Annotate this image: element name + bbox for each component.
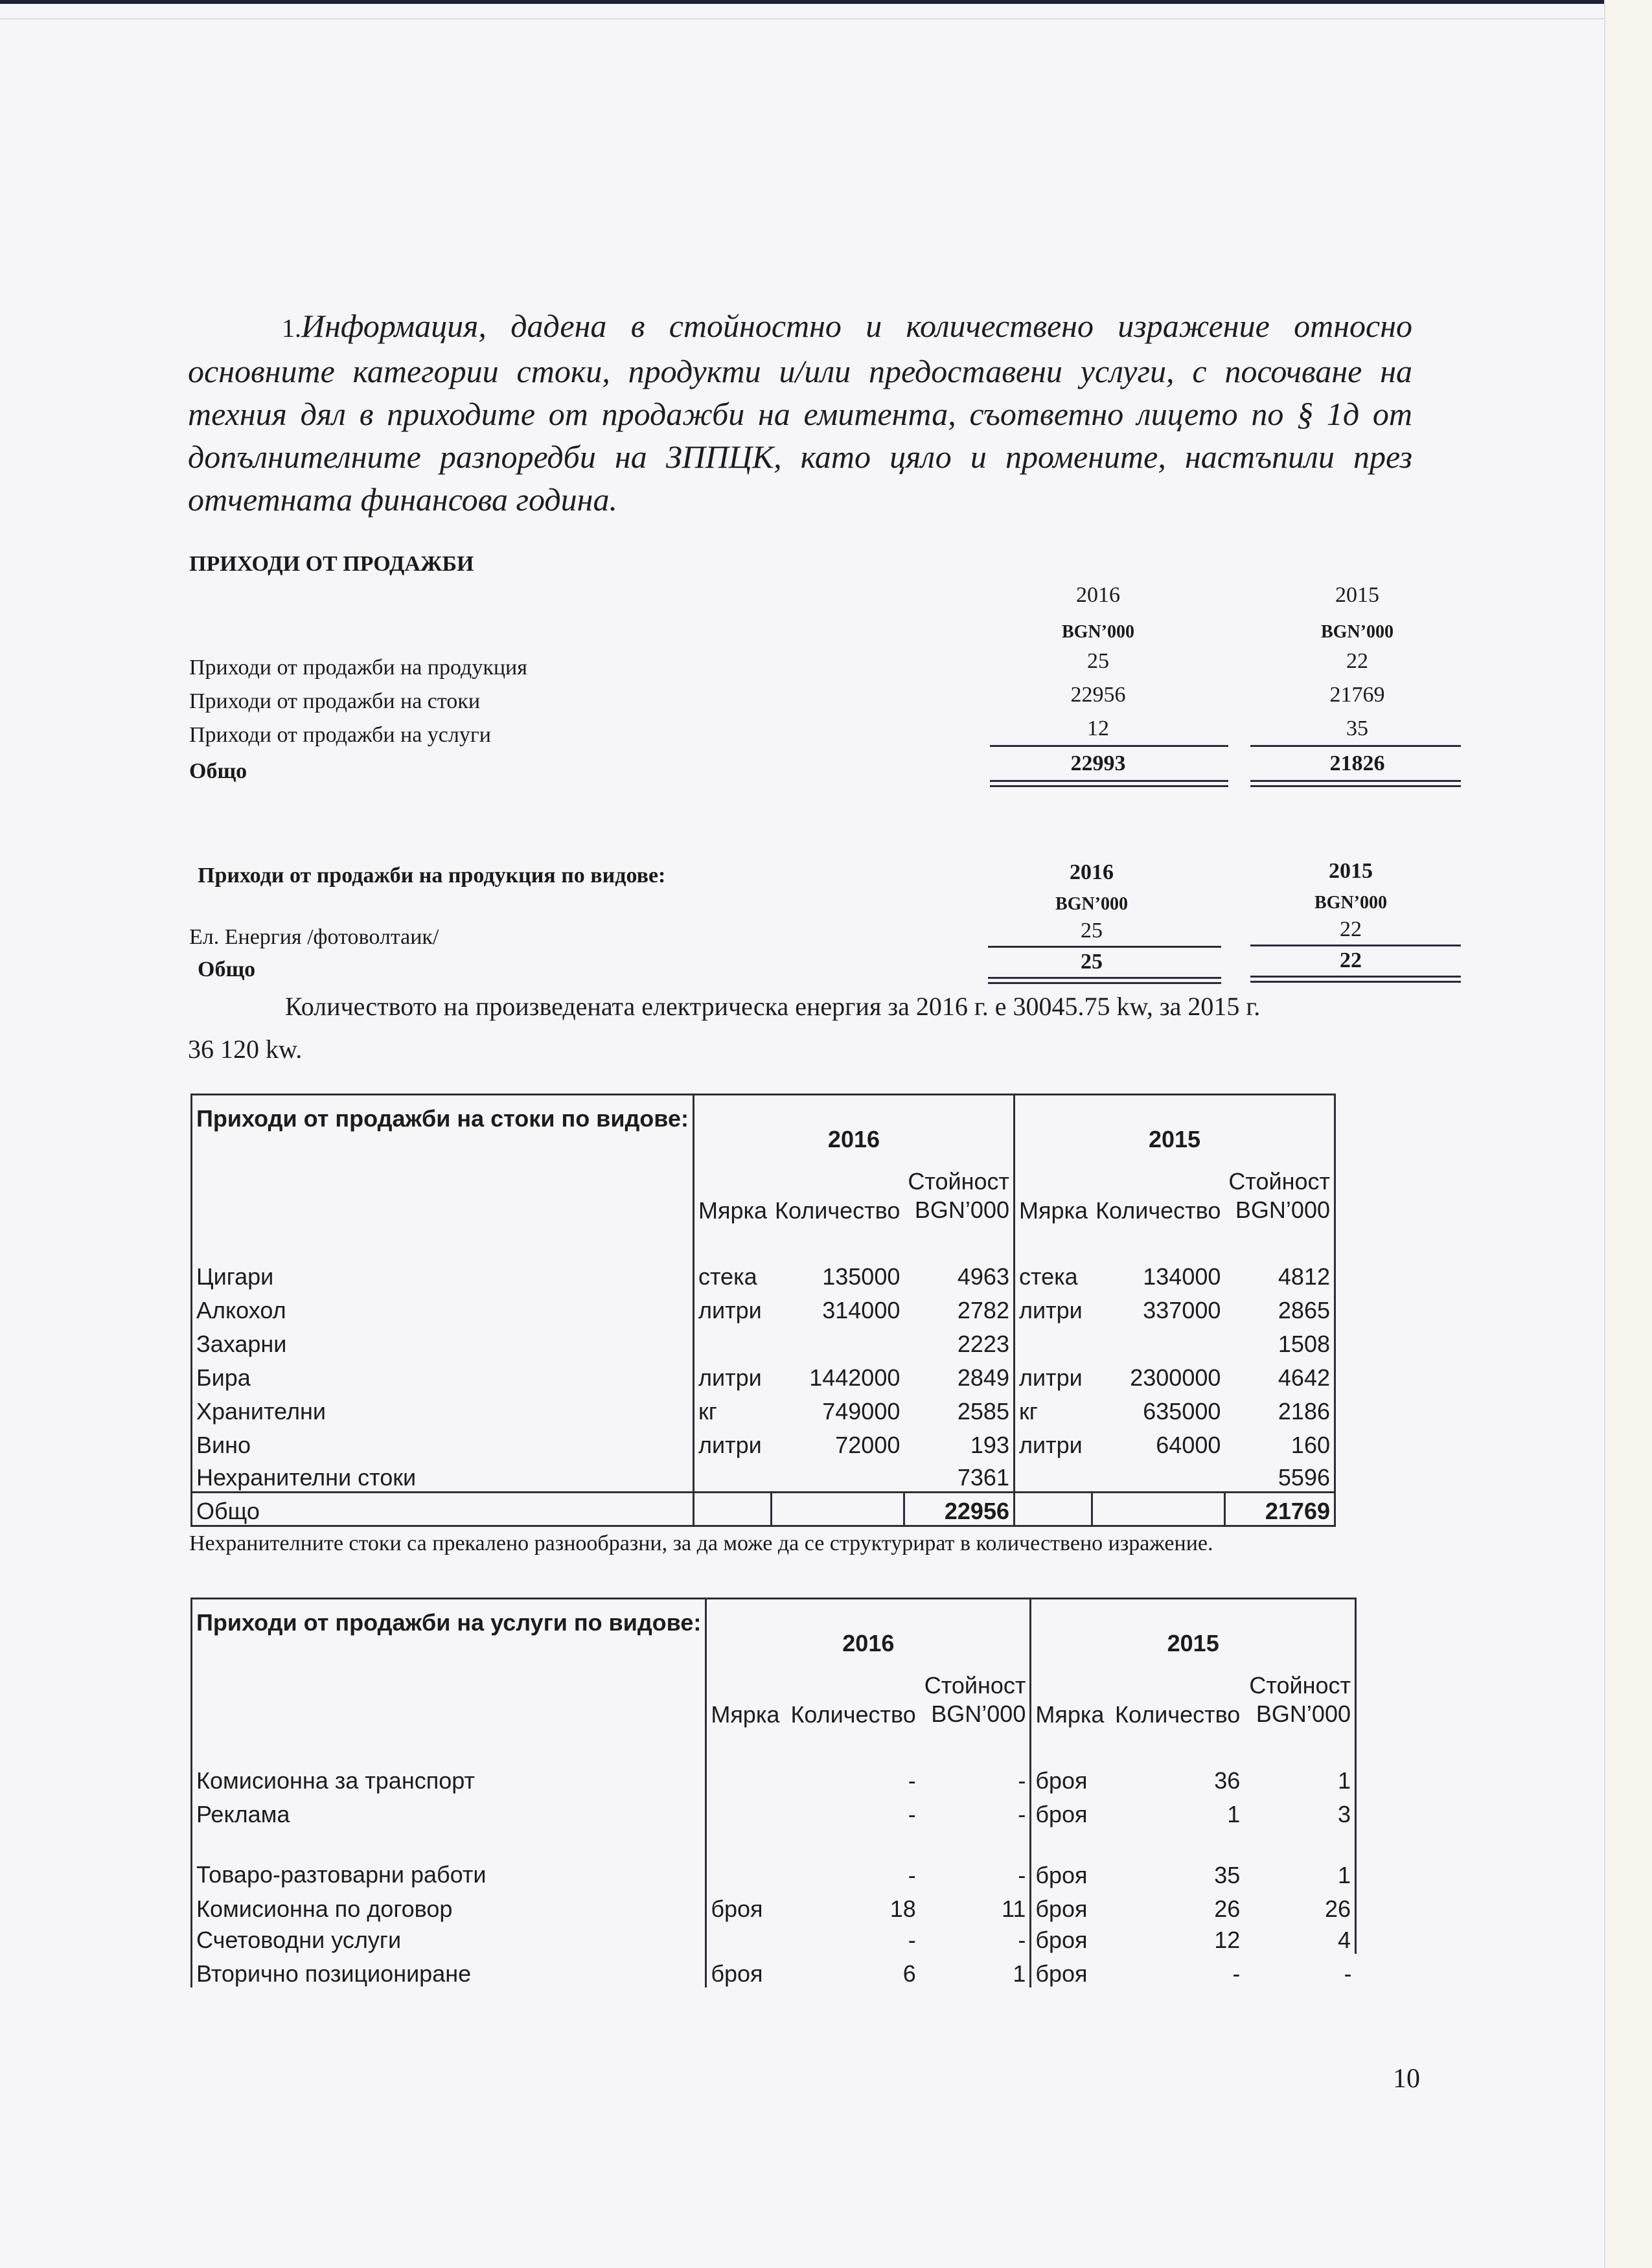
goods-quantity bbox=[771, 1324, 904, 1358]
goods-value: 4642 bbox=[1224, 1358, 1335, 1392]
production-total-2016: 25 bbox=[1081, 950, 1103, 974]
goods-measure: литри bbox=[698, 1296, 762, 1323]
production-year-2016: 2016 bbox=[1070, 860, 1114, 884]
goods-value: 193 bbox=[970, 1431, 1009, 1458]
service-measure: броя bbox=[1031, 1923, 1110, 1954]
table-row bbox=[192, 1794, 1356, 1828]
table-row bbox=[192, 1828, 1356, 1889]
service-value: - bbox=[1018, 1926, 1026, 1953]
goods-col-measure-2015: Мярка bbox=[1014, 1153, 1092, 1231]
goods-measure: литри bbox=[1014, 1425, 1092, 1459]
services-col-value-2015: Стойност BGN’000 bbox=[1244, 1657, 1355, 1735]
goods-measure: литри bbox=[698, 1431, 762, 1458]
table-row bbox=[192, 1290, 1335, 1324]
service-quantity: - bbox=[908, 1861, 916, 1888]
sales-total-2015: 21826 bbox=[1329, 751, 1385, 775]
goods-quantity bbox=[771, 1459, 904, 1493]
production-row-value-2016: 25 bbox=[1081, 919, 1103, 943]
goods-measure: литри bbox=[1014, 1290, 1092, 1324]
table-row bbox=[192, 1459, 1335, 1493]
goods-quantity: 749000 bbox=[822, 1397, 901, 1425]
sales-revenue-title: ПРИХОДИ ОТ ПРОДАЖБИ bbox=[189, 552, 474, 576]
scan-margin bbox=[1604, 0, 1652, 2268]
production-unit-2015: BGN’000 bbox=[1314, 893, 1387, 913]
service-value: 1 bbox=[1244, 1828, 1355, 1889]
goods-row-name: Цигари bbox=[192, 1231, 694, 1290]
service-value: 4 bbox=[1244, 1923, 1355, 1954]
goods-measure: стека bbox=[1014, 1231, 1092, 1290]
service-quantity: 1 bbox=[1227, 1800, 1241, 1827]
services-col-quantity-2016: Количество bbox=[790, 1701, 916, 1728]
total-double-rule bbox=[990, 780, 1228, 787]
service-value: 1 bbox=[1013, 1960, 1026, 1987]
production-year-2015: 2015 bbox=[1329, 859, 1373, 883]
production-revenue-title: Приходи от продажби на продукция по видове: bbox=[198, 864, 666, 888]
intro-number: 1. bbox=[282, 314, 301, 343]
sales-row-value-2015: 22 bbox=[1346, 649, 1368, 673]
sales-unit-2015: BGN’000 bbox=[1321, 622, 1394, 642]
table-row bbox=[192, 1392, 1335, 1425]
goods-total-2016: 22956 bbox=[904, 1493, 1014, 1526]
service-row-name: Комисионна по договор bbox=[192, 1889, 706, 1923]
goods-quantity bbox=[1092, 1324, 1224, 1358]
goods-measure: литри bbox=[1014, 1358, 1092, 1392]
goods-quantity: 1442000 bbox=[809, 1364, 901, 1391]
service-quantity: - bbox=[908, 1926, 916, 1953]
goods-table-title: Приходи от продажби на стоки по видове: bbox=[192, 1095, 694, 1231]
service-quantity: - bbox=[908, 1800, 916, 1827]
table-row bbox=[192, 1889, 1356, 1923]
subtotal-rule bbox=[988, 946, 1221, 948]
goods-value: 4963 bbox=[957, 1263, 1009, 1290]
goods-row-name: Хранителни bbox=[192, 1392, 694, 1425]
total-double-rule bbox=[988, 977, 1221, 984]
sales-unit-2016: BGN’000 bbox=[1062, 622, 1134, 642]
sales-row-label: Приходи от продажби на стоки bbox=[189, 689, 481, 713]
service-quantity: - bbox=[908, 1767, 916, 1794]
service-measure: броя bbox=[1031, 1889, 1110, 1923]
sales-year-2015: 2015 bbox=[1335, 583, 1379, 607]
service-row-name: Вторично позициониране bbox=[192, 1954, 706, 1987]
goods-value: 1508 bbox=[1224, 1324, 1335, 1358]
goods-total-2015: 21769 bbox=[1224, 1493, 1335, 1526]
service-measure: броя bbox=[711, 1960, 763, 1987]
service-quantity: - bbox=[1232, 1960, 1241, 1987]
production-row-label: Ел. Енергия /фотоволтаик/ bbox=[189, 925, 439, 949]
goods-value: 2223 bbox=[957, 1330, 1009, 1357]
goods-quantity: 72000 bbox=[835, 1431, 901, 1458]
service-value: - bbox=[1018, 1767, 1026, 1794]
sales-row-value-2015: 35 bbox=[1346, 716, 1368, 740]
goods-value: 5596 bbox=[1224, 1459, 1335, 1493]
service-quantity: 26 bbox=[1214, 1895, 1241, 1922]
goods-measure: литри bbox=[698, 1364, 762, 1391]
goods-quantity: 635000 bbox=[1143, 1397, 1221, 1425]
services-col-value-2016: Стойност BGN’000 bbox=[924, 1671, 1026, 1727]
service-value: 3 bbox=[1244, 1794, 1355, 1828]
goods-value: 2585 bbox=[957, 1397, 1009, 1425]
scan-edge bbox=[0, 0, 1652, 4]
service-row-name: Комисионна за транспорт bbox=[192, 1735, 706, 1794]
page-number: 10 bbox=[1393, 2064, 1420, 2094]
sales-total-2016: 22993 bbox=[1070, 751, 1126, 775]
sales-total-label: Общо bbox=[189, 759, 247, 783]
goods-value: 2782 bbox=[957, 1296, 1009, 1323]
sales-row-value-2016: 22956 bbox=[1070, 683, 1126, 707]
table-row bbox=[192, 1231, 1335, 1290]
service-measure bbox=[706, 1735, 785, 1794]
service-measure: броя bbox=[1031, 1954, 1110, 1987]
goods-total-label: Общо bbox=[192, 1493, 694, 1526]
service-row-name: Товаро-разтоварни работи bbox=[192, 1828, 706, 1889]
service-value: - bbox=[1018, 1800, 1026, 1827]
production-total-label: Общо bbox=[198, 957, 256, 981]
services-table-title: Приходи от продажби на услуги по видове: bbox=[192, 1599, 706, 1735]
table-row bbox=[192, 1425, 1335, 1459]
goods-measure bbox=[693, 1459, 771, 1493]
service-quantity: 35 bbox=[1214, 1861, 1241, 1888]
goods-value: 7361 bbox=[957, 1464, 1009, 1491]
empty-cell bbox=[693, 1493, 771, 1526]
goods-total-row bbox=[192, 1493, 1335, 1526]
goods-measure bbox=[1014, 1459, 1092, 1493]
services-col-measure-2016: Мярка bbox=[711, 1701, 780, 1728]
services-col-measure-2015: Мярка bbox=[1031, 1657, 1110, 1735]
goods-measure bbox=[693, 1324, 771, 1358]
service-value: - bbox=[1344, 1960, 1352, 1987]
goods-quantity: 64000 bbox=[1156, 1431, 1221, 1458]
subtotal-rule bbox=[990, 745, 1228, 747]
energy-note-line1: Количеството на произведената електрическа енергия за 2016 г. е 30045.75 kw, за 2015 г. bbox=[285, 992, 1261, 1021]
total-double-rule bbox=[1250, 976, 1461, 983]
subtotal-rule bbox=[1250, 745, 1461, 747]
goods-year-2015: 2015 bbox=[1014, 1095, 1335, 1153]
goods-value: 2865 bbox=[1224, 1290, 1335, 1324]
table-row bbox=[192, 1324, 1335, 1358]
total-double-rule bbox=[1250, 780, 1461, 787]
table-row bbox=[192, 1358, 1335, 1392]
service-quantity: 36 bbox=[1214, 1767, 1241, 1794]
intro-text: Информация, дадена в стойностно и количествено изражение относно основните категории стоки, продукти и/или предоставени услуги, с посочване на техния дял в приходите от продажби на емитента, съответно лицето по § 1д от допълнителните разпоредби на ЗППЦК, като цяло и промените, настъпили през отчетната финансова година. bbox=[188, 308, 1412, 518]
service-quantity: 6 bbox=[902, 1960, 916, 1987]
service-measure: броя bbox=[711, 1895, 763, 1922]
table-row bbox=[192, 1735, 1356, 1794]
goods-row-name: Вино bbox=[192, 1425, 694, 1459]
empty-cell bbox=[1014, 1493, 1092, 1526]
goods-quantity: 337000 bbox=[1143, 1296, 1221, 1323]
sales-row-value-2015: 21769 bbox=[1329, 683, 1385, 707]
service-measure: броя bbox=[1031, 1828, 1110, 1889]
goods-measure: стека bbox=[698, 1263, 757, 1290]
sales-row-value-2016: 25 bbox=[1087, 649, 1109, 673]
service-measure bbox=[706, 1923, 785, 1954]
subtotal-rule bbox=[1250, 945, 1461, 946]
energy-note-line2: 36 120 kw. bbox=[188, 1035, 303, 1064]
goods-col-quantity-2015: Количество bbox=[1096, 1197, 1221, 1224]
service-row-name: Счетоводни услуги bbox=[192, 1923, 706, 1954]
goods-row-name: Захарни bbox=[192, 1324, 694, 1358]
goods-row-name: Бира bbox=[192, 1358, 694, 1392]
sales-row-value-2016: 12 bbox=[1087, 716, 1109, 740]
goods-col-quantity-2016: Количество bbox=[775, 1197, 901, 1224]
goods-quantity bbox=[1092, 1459, 1224, 1493]
service-measure: броя bbox=[1031, 1794, 1110, 1828]
goods-measure bbox=[1014, 1324, 1092, 1358]
goods-value: 2186 bbox=[1224, 1392, 1335, 1425]
service-measure bbox=[706, 1794, 785, 1828]
goods-col-value-2015: Стойност BGN’000 bbox=[1224, 1153, 1335, 1231]
production-row-value-2015: 22 bbox=[1340, 917, 1362, 941]
goods-note: Нехранителните стоки са прекалено разнообразни, за да може да се структурират в количествено изражение. bbox=[189, 1531, 1213, 1555]
empty-cell bbox=[1092, 1493, 1224, 1526]
production-total-2015: 22 bbox=[1340, 948, 1362, 972]
service-row-name: Реклама bbox=[192, 1794, 706, 1828]
sales-row-label: Приходи от продажби на услуги bbox=[189, 723, 492, 747]
goods-value: 4812 bbox=[1224, 1231, 1335, 1290]
service-value: 11 bbox=[1001, 1895, 1026, 1922]
goods-quantity: 134000 bbox=[1143, 1263, 1221, 1290]
goods-quantity: 2300000 bbox=[1130, 1364, 1221, 1391]
service-quantity: 18 bbox=[889, 1895, 916, 1922]
sales-year-2016: 2016 bbox=[1076, 583, 1120, 607]
goods-row-name: Нехранителни стоки bbox=[192, 1459, 694, 1493]
goods-value: 2849 bbox=[957, 1364, 1009, 1391]
goods-value: 160 bbox=[1224, 1425, 1335, 1459]
goods-quantity: 314000 bbox=[822, 1296, 901, 1323]
goods-col-value-2016: Стойност BGN’000 bbox=[908, 1167, 1009, 1223]
services-year-2015: 2015 bbox=[1031, 1599, 1356, 1657]
production-unit-2016: BGN’000 bbox=[1055, 894, 1128, 914]
intro-paragraph bbox=[188, 304, 1412, 521]
service-measure: броя bbox=[1031, 1735, 1110, 1794]
service-measure bbox=[706, 1828, 785, 1889]
table-row bbox=[192, 1923, 1356, 1954]
services-col-quantity-2015: Количество bbox=[1115, 1701, 1241, 1728]
goods-row-name: Алкохол bbox=[192, 1290, 694, 1324]
goods-measure: кг bbox=[698, 1397, 717, 1425]
services-year-2016: 2016 bbox=[706, 1599, 1031, 1657]
service-quantity: 12 bbox=[1214, 1926, 1241, 1953]
goods-by-type-table bbox=[190, 1094, 1336, 1527]
sales-row-label: Приходи от продажби на продукция bbox=[189, 656, 527, 680]
service-value: - bbox=[1018, 1861, 1026, 1888]
services-by-type-table bbox=[190, 1598, 1357, 1987]
table-row bbox=[192, 1954, 1356, 1987]
page-border bbox=[0, 18, 1605, 19]
goods-col-measure-2016: Мярка bbox=[698, 1197, 768, 1224]
goods-year-2016: 2016 bbox=[693, 1095, 1014, 1153]
service-value: 26 bbox=[1244, 1889, 1355, 1923]
service-value: 1 bbox=[1244, 1735, 1355, 1794]
goods-quantity: 135000 bbox=[822, 1263, 901, 1290]
empty-cell bbox=[771, 1493, 904, 1526]
goods-measure: кг bbox=[1014, 1392, 1092, 1425]
